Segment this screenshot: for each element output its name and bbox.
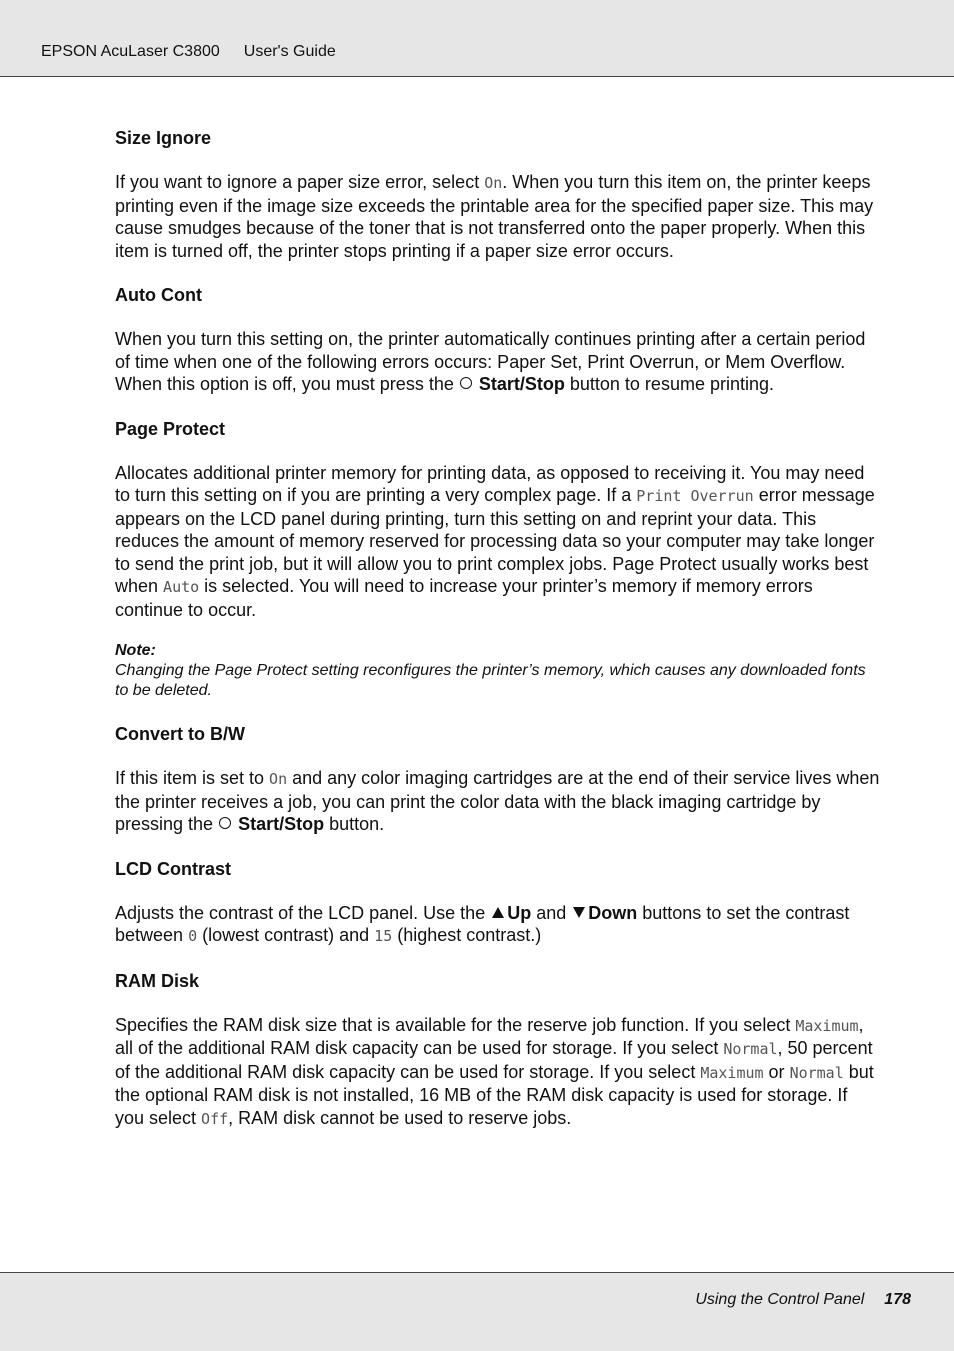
text-span: Specifies the RAM disk size that is available for the reserve job function. If you select xyxy=(115,1014,796,1035)
setting-value: On xyxy=(484,174,503,192)
text-span: or xyxy=(763,1061,790,1082)
text-span: If you want to ignore a paper size error, select xyxy=(115,172,485,192)
text-span: Allocates additional printer memory for printing data, as opposed to receiving it. You may need to turn this setting on if you are printing a very complex page. If a xyxy=(115,462,865,505)
setting-value: 0 xyxy=(188,927,198,945)
up-arrow-icon xyxy=(492,907,504,918)
text-span: button. xyxy=(324,814,385,834)
paragraph-page-protect xyxy=(115,462,881,622)
text-span: is selected. You will need to increase your printer’s memory if memory errors continue to occur. xyxy=(115,576,813,620)
paragraph-size-ignore xyxy=(115,171,881,262)
setting-value: Off xyxy=(201,1109,229,1128)
text-span: , all of the additional RAM disk capacity can be used for storage. If you select xyxy=(115,1014,864,1058)
start-stop-circle-icon xyxy=(460,377,472,389)
page-content xyxy=(115,125,881,1150)
text-span: (lowest contrast) and xyxy=(197,925,375,945)
setting-value: Auto xyxy=(163,578,200,596)
footer-section: Using the Control Panel xyxy=(695,1291,865,1308)
text-span: . When you turn this item on, the printer keeps printing even if the image size exceeds the printable area for the specified paper size. This may cause smudges because of the toner that is not transferred onto the paper properly. When this item is turned off, the printer stops printing if a paper size error occurs. xyxy=(115,172,874,261)
page-footer xyxy=(0,1272,954,1351)
setting-value: 15 xyxy=(374,927,393,945)
note-title: Note: xyxy=(115,642,156,659)
text-span: buttons to set the contrast between xyxy=(115,902,850,945)
text-span: error message appears on the LCD panel during printing, turn this setting on and reprint your data. This reduces the amount of memory reserved for processing data so your computer may take longer to send the print job, but it will allow you to print complex jobs. Page Protect usually works best when xyxy=(115,485,875,596)
setting-value: Maximum xyxy=(795,1016,859,1035)
text-span: but the optional RAM disk is not installed, 16 MB of the RAM disk capacity is used for storage. If you select xyxy=(115,1061,874,1128)
note-text: Changing the Page Protect setting reconfigures the printer’s memory, which causes any downloaded fonts to be deleted. xyxy=(115,662,866,699)
paragraph-ram-disk xyxy=(115,1014,881,1131)
paragraph-lcd-contrast xyxy=(115,902,881,948)
setting-value: On xyxy=(269,770,288,788)
section-title-convert-bw: Convert to B/W xyxy=(115,724,245,744)
text-span: When you turn this setting on, the printer automatically continues printing after a certain period of time when one of the following errors occurs: Paper Set, Print Overrun, or Mem Overflow. When this option is off, you must press the xyxy=(115,329,866,394)
header-text xyxy=(41,42,336,62)
down-arrow-icon xyxy=(573,907,585,918)
button-name: Up xyxy=(507,902,532,923)
section-title-lcd-contrast: LCD Contrast xyxy=(115,858,231,879)
footer-text xyxy=(695,1290,911,1310)
text-span: Adjusts the contrast of the LCD panel. Use the xyxy=(115,902,491,923)
paragraph-convert-bw xyxy=(115,767,881,836)
section-title-auto-cont: Auto Cont xyxy=(115,285,202,305)
setting-value: Maximum xyxy=(700,1063,764,1082)
button-name: Start/Stop xyxy=(238,814,325,834)
button-name: Down xyxy=(588,902,638,923)
text-span: , 50 percent of the additional RAM disk capacity can be used for storage. If you select xyxy=(115,1038,873,1082)
button-name: Start/Stop xyxy=(478,374,565,394)
text-span: If this item is set to xyxy=(115,768,270,788)
text-span: button to resume printing. xyxy=(564,374,774,394)
text-span: and xyxy=(531,902,572,923)
text-span: and any color imaging cartridges are at the end of their service lives when the printer receives a job, you can print the color data with the black imaging cartridge by pressing the xyxy=(115,768,880,834)
paragraph-auto-cont xyxy=(115,328,881,396)
page-header xyxy=(0,0,954,77)
section-title-size-ignore: Size Ignore xyxy=(115,128,212,148)
header-product: EPSON AcuLaser C3800 xyxy=(41,43,220,60)
page-number: 178 xyxy=(884,1291,911,1308)
start-stop-circle-icon xyxy=(219,817,231,829)
text-span: , RAM disk cannot be used to reserve jobs. xyxy=(228,1107,572,1128)
header-guide: User's Guide xyxy=(243,43,336,60)
setting-value: Print Overrun xyxy=(636,487,754,505)
setting-value: Normal xyxy=(723,1040,778,1058)
section-title-page-protect: Page Protect xyxy=(115,418,226,439)
section-title-ram-disk: RAM Disk xyxy=(115,970,200,991)
text-span: (highest contrast.) xyxy=(392,925,542,945)
setting-value: Normal xyxy=(789,1063,844,1082)
